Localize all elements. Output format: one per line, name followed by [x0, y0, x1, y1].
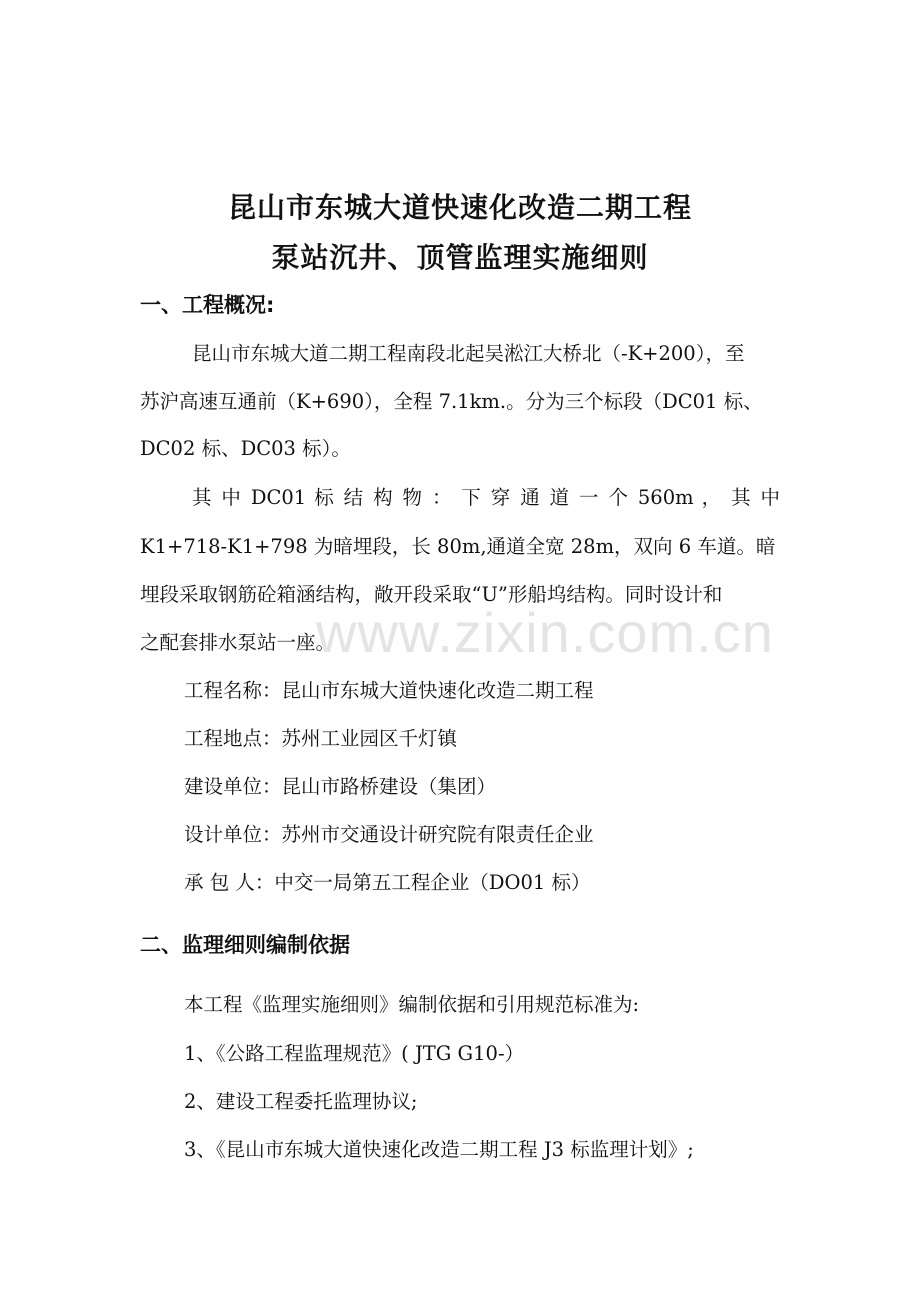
info-line-location: 工程地点：苏州工业园区千灯镇: [184, 727, 458, 750]
watermark: www.zixin.com.cn: [316, 601, 774, 664]
paragraph-line: K1+718-K1+798 为暗埋段，长 80m,通道全宽 28m，双向 6 车道。暗: [140, 535, 776, 558]
paragraph-line: 埋段采取钢筋砼箱涵结构，敞开段采取“U”形船坞结构。同时设计和: [140, 583, 723, 606]
basis-item: 3、《昆山市东城大道快速化改造二期工程 J3 标监理计划》;: [184, 1138, 694, 1161]
basis-item: 1、《公路工程监理规范》( JTG G10-）: [184, 1042, 525, 1065]
section-heading-basis: 二、监理细则编制依据: [140, 933, 350, 957]
basis-intro: 本工程《监理实施细则》编制依据和引用规范标准为:: [184, 993, 640, 1016]
section-heading-overview: 一、工程概况:: [140, 293, 275, 317]
basis-item: 2、建设工程委托监理协议;: [184, 1090, 418, 1113]
paragraph-line: 苏沪高速互通前（K+690），全程 7.1km.。分为三个标段（DC01 标、: [140, 390, 763, 413]
paragraph-line: DC02 标、DC03 标）。: [140, 437, 351, 460]
document-title: 昆山市东城大道快速化改造二期工程: [227, 191, 692, 224]
paragraph-line: 之配套排水泵站一座。: [140, 631, 336, 654]
document-subtitle: 泵站沉井、顶管监理实施细则: [271, 241, 649, 274]
info-line-project-name: 工程名称：昆山市东城大道快速化改造二期工程: [184, 679, 594, 702]
info-line-contractor: 承 包 人：中交一局第五工程企业（DO01 标）: [184, 871, 591, 894]
paragraph-line: 昆山市东城大道二期工程南段北起吴淞江大桥北（-K+200），至: [192, 342, 745, 365]
paragraph-line: 其 中 DC01 标 结 构 物 ： 下 穿 通 道 一 个 560m ， 其 中: [192, 486, 780, 509]
info-line-designer: 设计单位：苏州市交通设计研究院有限责任企业: [184, 823, 594, 846]
info-line-owner: 建设单位：昆山市路桥建设（集团）: [184, 775, 497, 798]
